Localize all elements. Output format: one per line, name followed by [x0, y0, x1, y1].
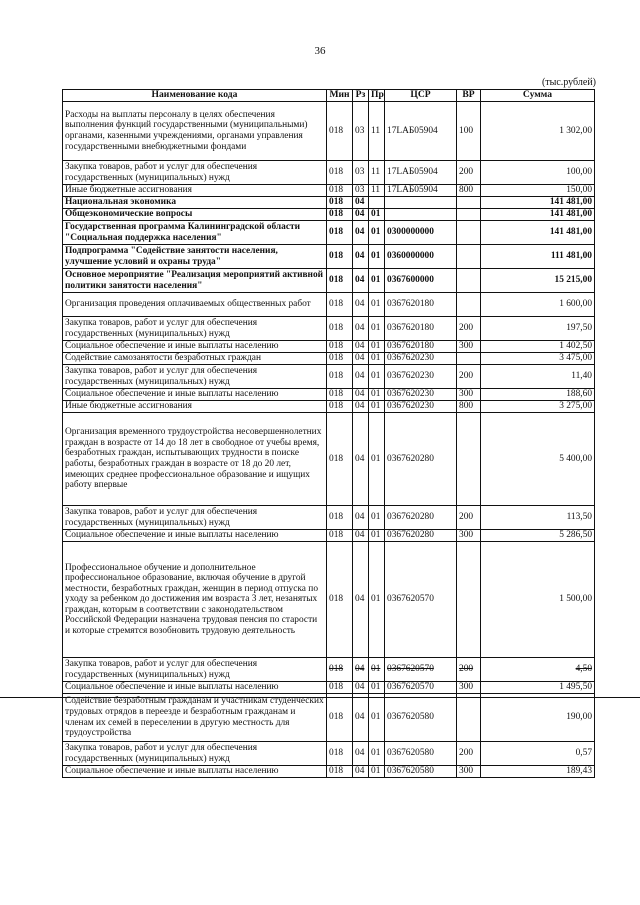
cell-sum: 150,00 [481, 185, 595, 197]
cell-min: 018 [327, 413, 353, 506]
cell-name: Закупка товаров, работ и услуг для обеспечения государственных (муниципальных) нужд [63, 658, 327, 682]
budget-table [62, 89, 595, 778]
cell-csr: 0367620230 [385, 353, 457, 365]
cell-sum: 190,00 [481, 694, 595, 742]
cell-name: Иные бюджетные ассигнования [63, 401, 327, 413]
cell-min: 018 [327, 221, 353, 245]
cell-rz: 04 [353, 341, 369, 353]
cell-sum: 189,43 [481, 766, 595, 778]
cell-vr: 200 [457, 742, 481, 766]
cell-name: Профессиональное обучение и дополнительное профессиональное образование, включая обучение в другой местности, безработных граждан, женщин в период отпуска по уходу за ребенком до достижения им возраста 3 лет, незанятых граждан, которым в соответствии с законодательством Российской Федерации назначена трудовая пенсия по старости и которые стремятся возобновить трудовую деятельность [63, 542, 327, 658]
cell-sum: 5 286,50 [481, 530, 595, 542]
cell-pr: 01 [369, 694, 385, 742]
cell-sum: 141 481,00 [481, 221, 595, 245]
cell-vr [457, 694, 481, 742]
cell-sum: 15 215,00 [481, 269, 595, 293]
table-row [63, 221, 595, 245]
cell-name: Социальное обеспечение и иные выплаты населению [63, 766, 327, 778]
cell-min: 018 [327, 161, 353, 185]
cell-vr: 300 [457, 766, 481, 778]
cell-vr [457, 353, 481, 365]
cell-csr: 0367620570 [385, 682, 457, 694]
cell-min: 018 [327, 293, 353, 317]
cell-vr: 200 [457, 658, 481, 682]
cell-min: 018 [327, 389, 353, 401]
cell-name: Национальная экономика [63, 197, 327, 209]
cell-min: 018 [327, 682, 353, 694]
cell-csr: 0367620230 [385, 401, 457, 413]
table-row [63, 506, 595, 530]
cell-csr: 0367600000 [385, 269, 457, 293]
cell-name: Социальное обеспечение и иные выплаты населению [63, 682, 327, 694]
header-pr: Пр [369, 90, 385, 102]
cell-rz: 04 [353, 317, 369, 341]
cell-min: 018 [327, 766, 353, 778]
cell-sum: 1 600,00 [481, 293, 595, 317]
cell-sum: 1 495,50 [481, 682, 595, 694]
cell-sum: 3 275,00 [481, 401, 595, 413]
cell-min: 018 [327, 365, 353, 389]
cell-csr: 0367620580 [385, 742, 457, 766]
cell-min: 018 [327, 209, 353, 221]
cell-csr [385, 209, 457, 221]
cell-csr: 17LАБ05904 [385, 102, 457, 161]
cell-sum: 3 475,00 [481, 353, 595, 365]
cell-rz: 04 [353, 209, 369, 221]
cell-pr: 01 [369, 658, 385, 682]
cell-csr: 0300000000 [385, 221, 457, 245]
cell-min: 018 [327, 506, 353, 530]
cell-rz: 04 [353, 389, 369, 401]
cell-name: Организация проведения оплачиваемых общественных работ [63, 293, 327, 317]
cell-vr: 800 [457, 401, 481, 413]
table-row [63, 341, 595, 353]
cell-csr: 0367620280 [385, 506, 457, 530]
cell-vr: 300 [457, 389, 481, 401]
cell-rz: 04 [353, 542, 369, 658]
cell-rz: 03 [353, 185, 369, 197]
table-row [63, 245, 595, 269]
table-row [63, 682, 595, 694]
cell-sum: 11,40 [481, 365, 595, 389]
table-row [63, 209, 595, 221]
cell-name: Закупка товаров, работ и услуг для обеспечения государственных (муниципальных) нужд [63, 742, 327, 766]
table-row [63, 353, 595, 365]
table-row [63, 317, 595, 341]
cell-sum: 100,00 [481, 161, 595, 185]
cell-name: Закупка товаров, работ и услуг для обеспечения государственных (муниципальных) нужд [63, 506, 327, 530]
cell-csr [385, 197, 457, 209]
cell-pr: 11 [369, 161, 385, 185]
page-number: 36 [314, 45, 326, 57]
cell-vr: 300 [457, 341, 481, 353]
table-row [63, 658, 595, 682]
cell-csr: 0367620570 [385, 542, 457, 658]
cell-min: 018 [327, 341, 353, 353]
cell-vr [457, 413, 481, 506]
table-row [63, 401, 595, 413]
table-row [63, 269, 595, 293]
table-row [63, 389, 595, 401]
cell-pr: 01 [369, 389, 385, 401]
cell-pr: 01 [369, 682, 385, 694]
table-row [63, 293, 595, 317]
cell-rz: 04 [353, 221, 369, 245]
cell-name: Социальное обеспечение и иные выплаты населению [63, 389, 327, 401]
cell-pr: 01 [369, 293, 385, 317]
cell-pr: 11 [369, 102, 385, 161]
cell-name: Расходы на выплаты персоналу в целях обеспечения выполнения функций государственными (муниципальными) органами, казенными учреждениями, органами управления государственными внебюджетными фондами [63, 102, 327, 161]
cell-rz: 04 [353, 742, 369, 766]
table-row [63, 197, 595, 209]
cell-pr: 01 [369, 413, 385, 506]
table-row [63, 161, 595, 185]
cell-csr: 0367620230 [385, 389, 457, 401]
cell-vr: 200 [457, 317, 481, 341]
cell-rz: 03 [353, 161, 369, 185]
cell-pr: 01 [369, 742, 385, 766]
cell-rz: 04 [353, 269, 369, 293]
table-row [63, 694, 595, 742]
cell-pr: 01 [369, 341, 385, 353]
cell-rz: 03 [353, 102, 369, 161]
table-body [63, 102, 595, 778]
cell-csr: 0367620180 [385, 341, 457, 353]
cell-csr: 0367620280 [385, 530, 457, 542]
cell-pr: 01 [369, 353, 385, 365]
table-row [63, 413, 595, 506]
cell-sum: 0,57 [481, 742, 595, 766]
cell-min: 018 [327, 185, 353, 197]
units-label: (тыс.рублей) [541, 77, 596, 88]
cell-csr: 0367620180 [385, 317, 457, 341]
cell-min: 018 [327, 530, 353, 542]
table-row [63, 365, 595, 389]
cell-vr [457, 221, 481, 245]
cell-name: Иные бюджетные ассигнования [63, 185, 327, 197]
cell-name: Закупка товаров, работ и услуг для обеспечения государственных (муниципальных) нужд [63, 161, 327, 185]
cell-rz: 04 [353, 245, 369, 269]
cell-name: Содействие безработным гражданам и участникам студенческих трудовых отрядов в переезде и безработным гражданам и членам их семей в переселении в другую местность для трудоустройства [63, 694, 327, 742]
cell-pr: 01 [369, 245, 385, 269]
table-row [63, 530, 595, 542]
header-rz: Рз [353, 90, 369, 102]
cell-name: Содействие самозанятости безработных граждан [63, 353, 327, 365]
cell-vr [457, 542, 481, 658]
cell-min: 018 [327, 542, 353, 658]
cell-min: 018 [327, 694, 353, 742]
cell-pr: 01 [369, 542, 385, 658]
header-sum: Сумма [481, 90, 595, 102]
cell-name: Подпрограмма "Содействие занятости населения, улучшение условий и охраны труда" [63, 245, 327, 269]
cell-vr: 100 [457, 102, 481, 161]
table-row [63, 102, 595, 161]
table-row [63, 766, 595, 778]
cell-vr [457, 245, 481, 269]
cell-csr: 0367620280 [385, 413, 457, 506]
cell-rz: 04 [353, 682, 369, 694]
header-min: Мин [327, 90, 353, 102]
cell-vr [457, 293, 481, 317]
cell-sum: 197,50 [481, 317, 595, 341]
header-vr: ВР [457, 90, 481, 102]
cell-rz: 04 [353, 413, 369, 506]
cell-min: 018 [327, 317, 353, 341]
cell-rz: 04 [353, 766, 369, 778]
cell-rz: 04 [353, 353, 369, 365]
cell-vr [457, 197, 481, 209]
cell-name: Закупка товаров, работ и услуг для обеспечения государственных (муниципальных) нужд [63, 365, 327, 389]
cell-csr: 0367620580 [385, 766, 457, 778]
cell-min: 018 [327, 658, 353, 682]
cell-name: Социальное обеспечение и иные выплаты населению [63, 341, 327, 353]
cell-rz: 04 [353, 365, 369, 389]
cell-name: Государственная программа Калининградской области "Социальная поддержка населения" [63, 221, 327, 245]
cell-name: Организация временного трудоустройства несовершеннолетних граждан в возрасте от 14 до 18 лет в свободное от учебы время, безработных граждан, испытывающих трудности в поиске работы, безработных граждан в возрасте от 18 до 20 лет, имеющих среднее профессиональное образование и ищущих работу впервые [63, 413, 327, 506]
cell-csr: 17LАБ05904 [385, 185, 457, 197]
cell-name: Закупка товаров, работ и услуг для обеспечения государственных (муниципальных) нужд [63, 317, 327, 341]
cell-csr: 17LАБ05904 [385, 161, 457, 185]
cell-csr: 0367620180 [385, 293, 457, 317]
cell-rz: 04 [353, 694, 369, 742]
cell-sum: 141 481,00 [481, 197, 595, 209]
cell-min: 018 [327, 245, 353, 269]
cell-sum: 111 481,00 [481, 245, 595, 269]
cell-rz: 04 [353, 293, 369, 317]
cell-pr: 11 [369, 185, 385, 197]
cell-csr: 0367620230 [385, 365, 457, 389]
cell-vr: 200 [457, 161, 481, 185]
cell-min: 018 [327, 742, 353, 766]
cell-pr: 01 [369, 530, 385, 542]
table-row [63, 185, 595, 197]
cell-sum: 1 302,00 [481, 102, 595, 161]
cell-vr: 300 [457, 682, 481, 694]
cell-pr: 01 [369, 766, 385, 778]
cell-vr: 800 [457, 185, 481, 197]
cell-sum: 188,60 [481, 389, 595, 401]
cell-sum: 141 481,00 [481, 209, 595, 221]
header-csr: ЦСР [385, 90, 457, 102]
cell-min: 018 [327, 269, 353, 293]
table-row [63, 742, 595, 766]
cell-pr: 01 [369, 401, 385, 413]
cell-vr: 200 [457, 506, 481, 530]
cell-pr: 01 [369, 506, 385, 530]
cell-rz: 04 [353, 197, 369, 209]
cell-name: Основное мероприятие "Реализация мероприятий активной политики занятости населения" [63, 269, 327, 293]
cell-csr: 0367620580 [385, 694, 457, 742]
cell-vr: 300 [457, 530, 481, 542]
cell-sum: 4,50 [481, 658, 595, 682]
cell-sum: 5 400,00 [481, 413, 595, 506]
cell-pr: 01 [369, 365, 385, 389]
cell-rz: 04 [353, 506, 369, 530]
cell-vr [457, 209, 481, 221]
cell-pr: 01 [369, 269, 385, 293]
cell-vr [457, 269, 481, 293]
cell-min: 018 [327, 353, 353, 365]
cell-sum: 113,50 [481, 506, 595, 530]
cell-csr: 0360000000 [385, 245, 457, 269]
cell-pr: 01 [369, 317, 385, 341]
cell-sum: 1 500,00 [481, 542, 595, 658]
table-header-row [63, 90, 595, 102]
header-name: Наименование кода [63, 90, 327, 102]
horizontal-rule [0, 697, 640, 698]
cell-min: 018 [327, 401, 353, 413]
table-row [63, 542, 595, 658]
cell-min: 018 [327, 102, 353, 161]
cell-pr [369, 197, 385, 209]
cell-sum: 1 402,50 [481, 341, 595, 353]
cell-name: Социальное обеспечение и иные выплаты населению [63, 530, 327, 542]
cell-rz: 04 [353, 530, 369, 542]
cell-pr: 01 [369, 221, 385, 245]
cell-vr: 200 [457, 365, 481, 389]
cell-min: 018 [327, 197, 353, 209]
cell-name: Общеэкономические вопросы [63, 209, 327, 221]
cell-pr: 01 [369, 209, 385, 221]
cell-csr: 0367620570 [385, 658, 457, 682]
cell-rz: 04 [353, 658, 369, 682]
cell-rz: 04 [353, 401, 369, 413]
